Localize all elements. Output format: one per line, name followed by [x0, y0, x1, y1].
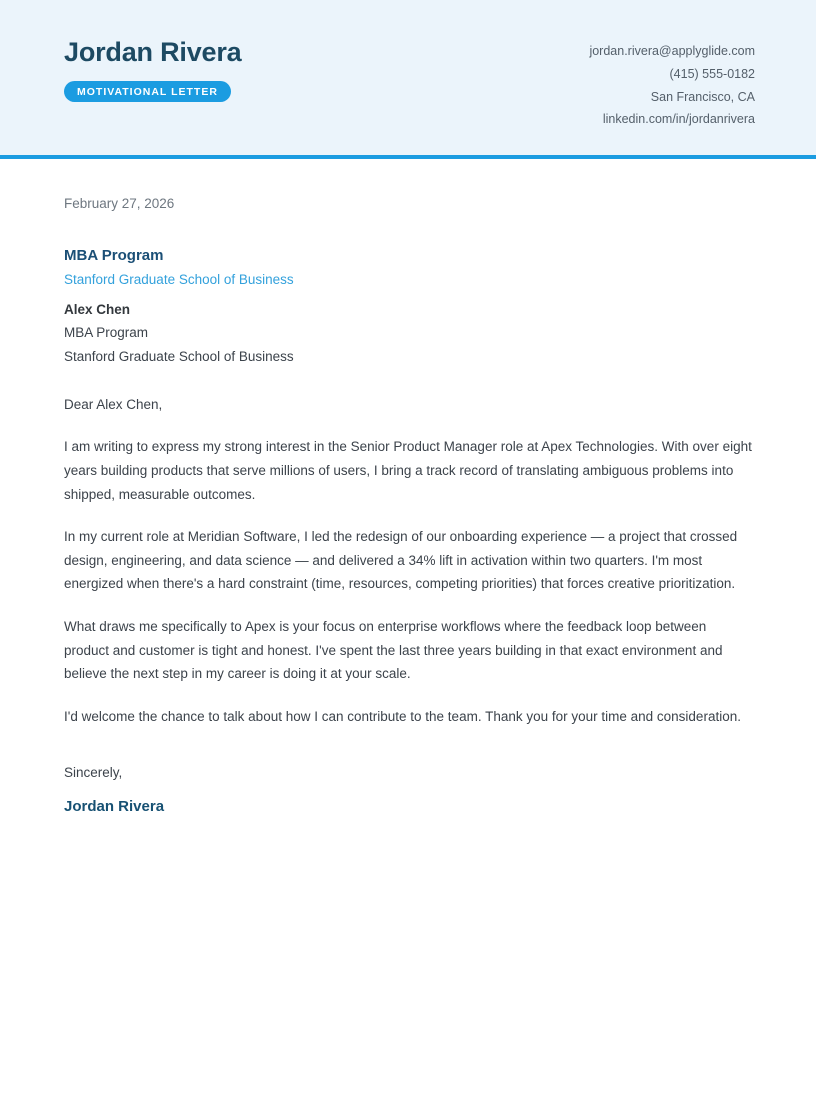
contact-phone: (415) 555-0182: [669, 66, 755, 81]
salutation: Dear Alex Chen,: [64, 396, 163, 412]
paragraph-2: In my current role at Meridian Software, I led the redesign of our onboarding experience — a project that crossed design, engineering, and data science — and delivered a 34% lift in activation within two quarters. I'm most energized when there's a hard constraint (time, resources, competing priorities) that forces creative prioritization.: [64, 529, 738, 592]
letter-date: February 27, 2026: [64, 196, 175, 211]
paragraph-4: I'd welcome the chance to talk about how I can contribute to the team. Thank you for your time and consideration.: [64, 708, 741, 724]
recipient-contact-program: MBA Program: [64, 325, 149, 341]
contact-block: [589, 38, 755, 131]
recipient-contact: [64, 298, 752, 368]
signature-name: Jordan Rivera: [64, 798, 165, 816]
recipient-contact-name: Alex Chen: [64, 302, 131, 317]
recipient-school-link[interactable]: Stanford Graduate School of Business: [64, 272, 294, 287]
document-type-badge: MOTIVATIONAL LETTER: [64, 81, 231, 102]
recipient-contact-school: Stanford Graduate School of Business: [64, 348, 294, 364]
letter-header: [0, 0, 816, 159]
header-identity: [64, 38, 241, 102]
paragraph-1: I am writing to express my strong interest in the Senior Product Manager role at Apex Technologies. With over eight years building products that serve millions of users, I bring a track record of translating ambiguous problems into shipped, measurable outcomes.: [64, 439, 752, 502]
contact-location: San Francisco, CA: [650, 89, 755, 104]
letter-body: [0, 159, 816, 877]
recipient-block: [64, 246, 752, 368]
paragraph-3: What draws me specifically to Apex is your focus on enterprise workflows where the feedback loop between product and customer is tight and honest. I've spent the last three years building in that exact environment and believe the next step in my career is doing it at your scale.: [64, 619, 723, 682]
applicant-name: Jordan Rivera: [64, 37, 242, 67]
closing: Sincerely,: [64, 765, 123, 781]
recipient-program: MBA Program: [64, 247, 164, 264]
contact-linkedin: linkedin.com/in/jordanrivera: [602, 112, 755, 127]
contact-email: jordan.rivera@applyglide.com: [589, 44, 755, 58]
letter-paragraphs: [64, 435, 752, 728]
